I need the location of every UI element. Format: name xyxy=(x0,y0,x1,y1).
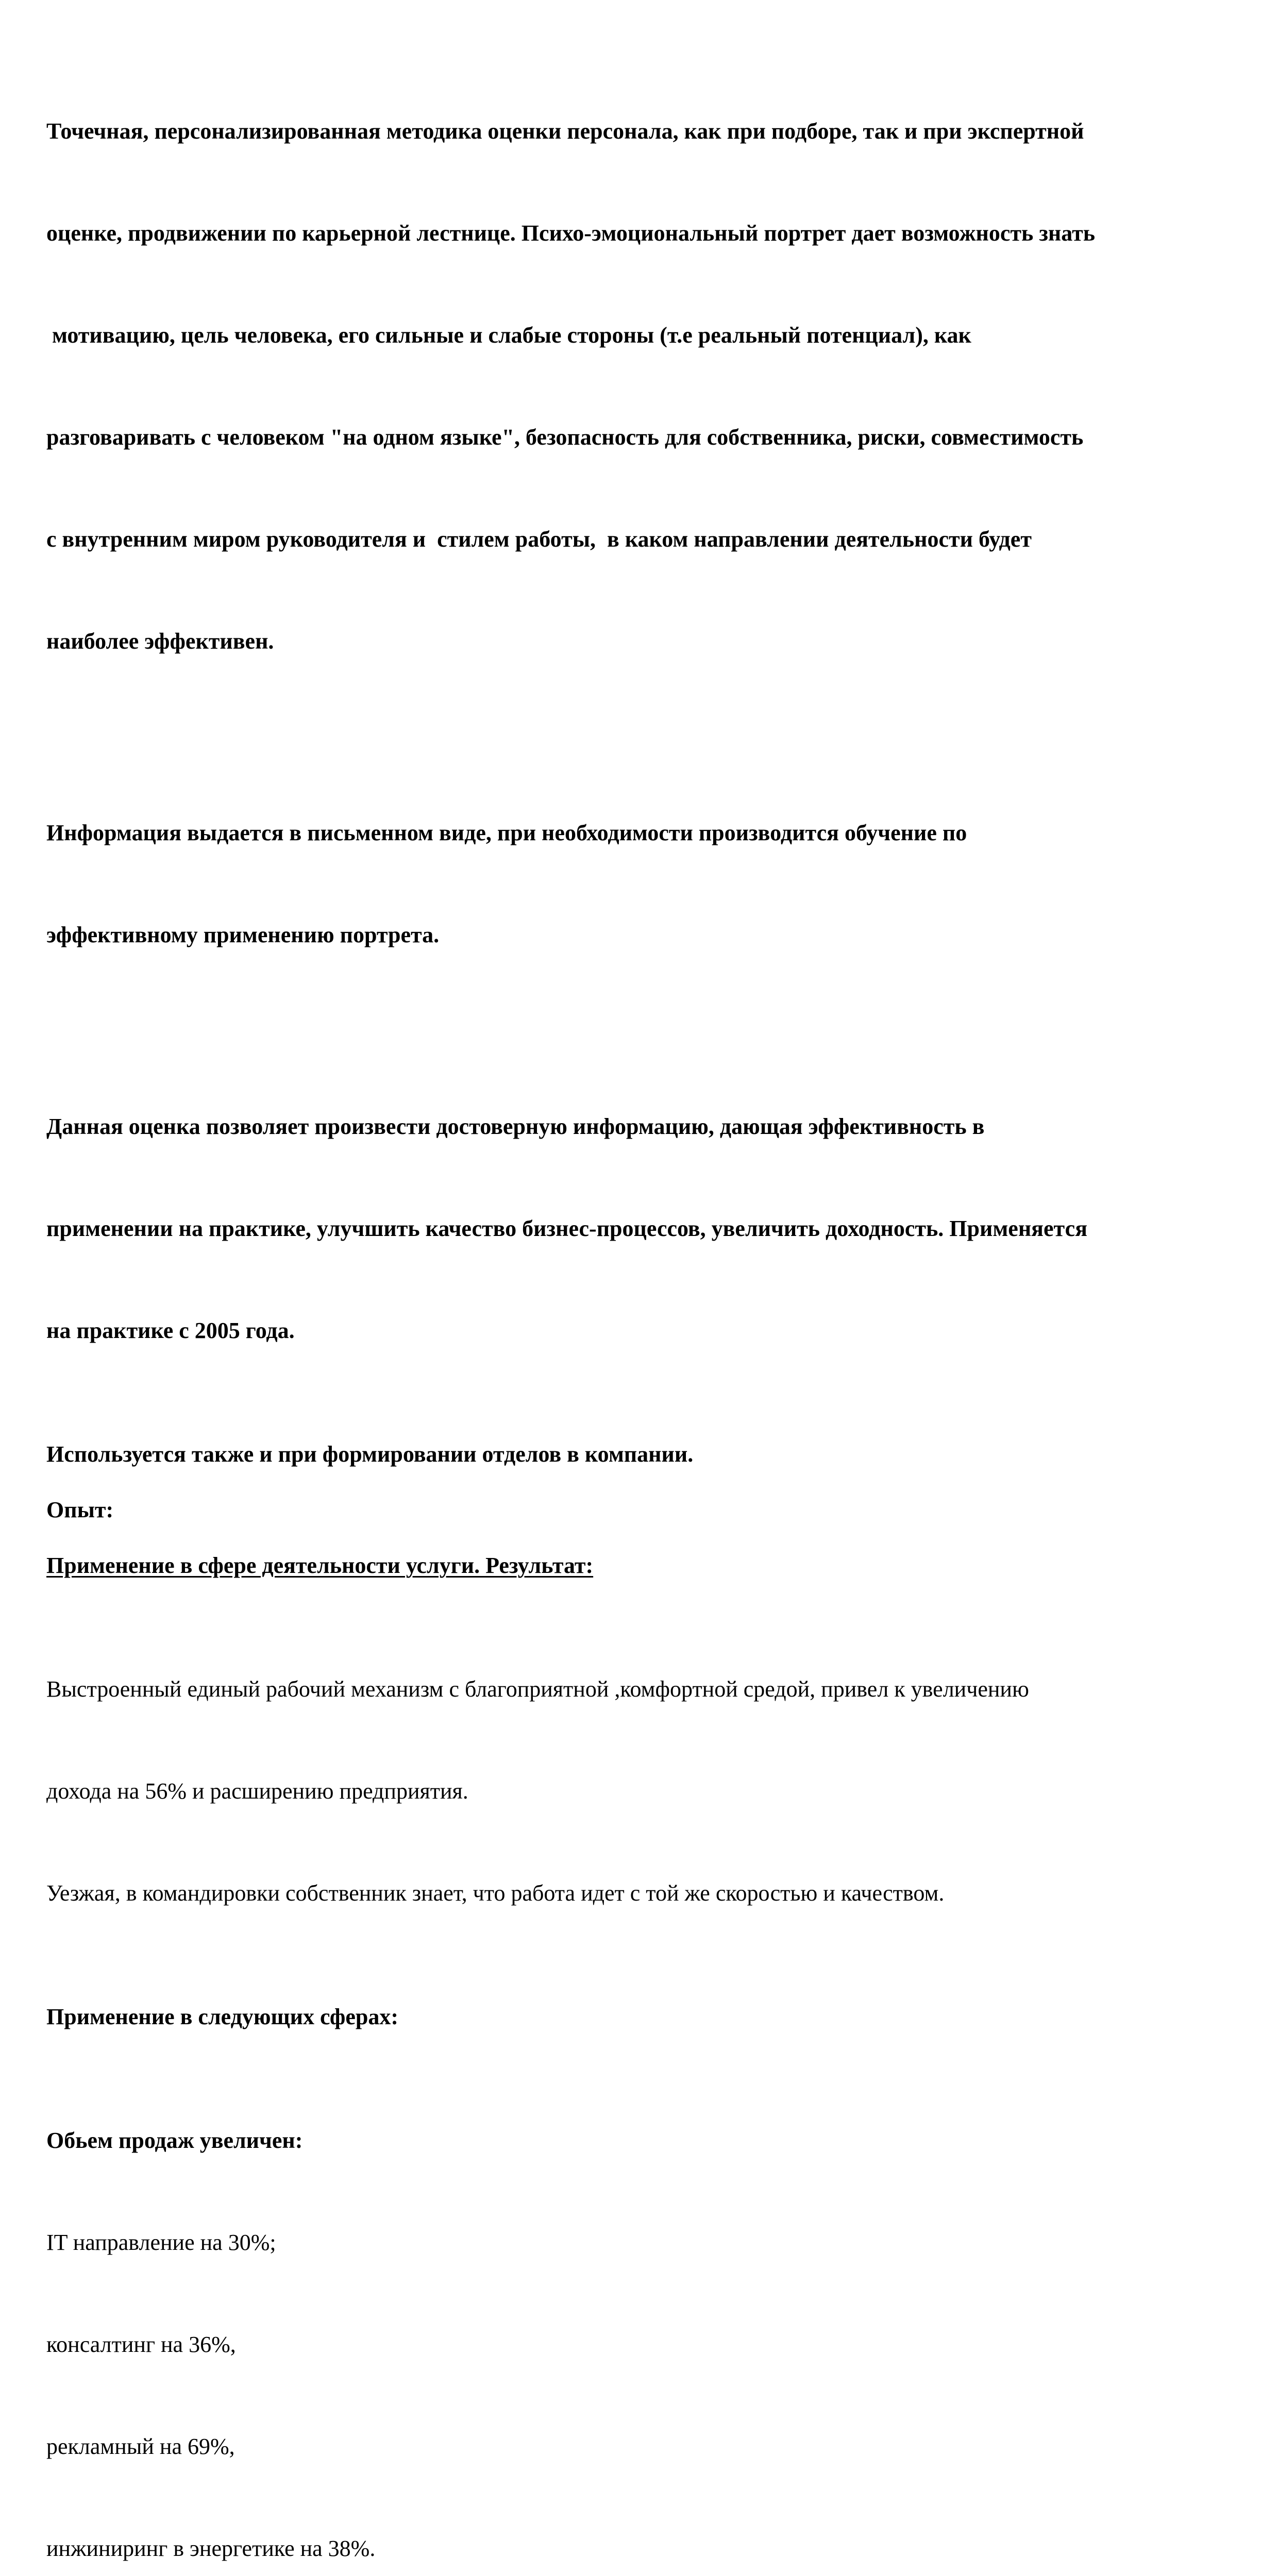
intro-line: Точечная, персонализированная методика оценки персонала, как при подборе, так и при экспертной xyxy=(46,118,1084,144)
intro-line: разговаривать с человеком "на одном языке", безопасность для собственника, риски, совместимость xyxy=(46,425,1084,450)
info-line: Информация выдается в письменном виде, при необходимости производится обучение по xyxy=(46,820,967,845)
intro-line: мотивацию, цель человека, его сильные и слабые стороны (т.е реальный потенциал), как xyxy=(46,323,971,348)
spheres-heading: Применение в следующих сферах: xyxy=(46,2004,399,2029)
service-heading: Применение в сфере деятельности услуги. Результат: xyxy=(46,1553,594,1578)
assessment-line: Данная оценка позволяет произвести достоверную информацию, дающая эффективность в xyxy=(46,1114,985,1139)
intro-line: оценке, продвижении по карьерной лестнице. Психо-эмоциональный портрет дает возможность знать xyxy=(46,221,1096,246)
sales-heading: Обьем продаж увеличен: xyxy=(46,2128,303,2153)
assessment-line: применении на практике, улучшить качество бизнес-процессов, увеличить доходность. Применяется xyxy=(46,1216,1088,1241)
document-page xyxy=(46,46,1237,2576)
experience-heading: Опыт: xyxy=(46,1497,114,1522)
sales-item: рекламный на 69%, xyxy=(46,2434,235,2459)
service-result-paragraph xyxy=(46,1604,1237,1978)
service-result-line: Уезжая, в командировки собственник знает, что работа идет с той же скоростью и качеством. xyxy=(46,1880,945,1906)
sales-item: инжиниринг в энергетике на 38%. xyxy=(46,2536,376,2561)
intro-paragraph xyxy=(46,46,1237,726)
sales-block xyxy=(46,2056,1237,2576)
assessment-paragraph xyxy=(46,1042,1237,1416)
service-result-line: Выстроенный единый рабочий механизм с благоприятной ,комфортной средой, привел к увеличению xyxy=(46,1676,1029,1702)
service-result-line: дохода на 56% и расширению предприятия. xyxy=(46,1778,468,1804)
info-line: эффективному применению портрета. xyxy=(46,922,440,947)
info-paragraph xyxy=(46,748,1237,1020)
assessment-line: на практике с 2005 года. xyxy=(46,1318,295,1343)
intro-line: с внутренним миром руководителя и стилем работы, в каком направлении деятельности будет xyxy=(46,527,1032,552)
departments-paragraph: Используется также и при формировании отделов в компании. xyxy=(46,1442,694,1467)
sales-item: консалтинг на 36%, xyxy=(46,2332,236,2357)
intro-line: наиболее эффективен. xyxy=(46,629,274,654)
sales-item: IT направление на 30%; xyxy=(46,2230,276,2255)
